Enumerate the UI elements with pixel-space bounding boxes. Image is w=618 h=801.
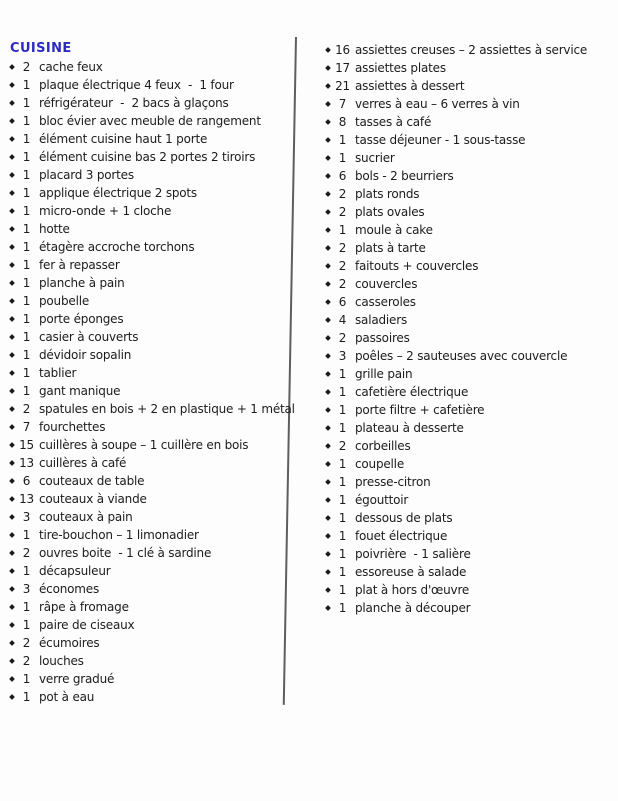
item-quantity: 1 <box>338 403 347 417</box>
inventory-list-item <box>326 239 614 257</box>
inventory-list-item <box>326 185 614 203</box>
item-label: assiettes à dessert <box>355 79 465 93</box>
item-label: plats ronds <box>355 187 420 201</box>
bullet-icon <box>9 460 15 466</box>
bullet-icon <box>325 425 331 431</box>
item-label: cuillères à soupe – 1 cuillère en bois <box>39 438 249 452</box>
item-label: plats ovales <box>355 205 425 219</box>
item-label: pot à eau <box>39 690 95 704</box>
item-label: élément cuisine bas 2 portes 2 tiroirs <box>39 150 256 164</box>
inventory-list-item <box>10 346 300 364</box>
inventory-list-item <box>10 580 300 598</box>
bullet-icon <box>9 118 15 124</box>
item-quantity: 1 <box>338 583 347 597</box>
page-title: CUISINE <box>10 41 72 56</box>
inventory-list-item <box>10 238 300 256</box>
item-label: cafetière électrique <box>355 385 469 399</box>
bullet-icon <box>325 443 331 449</box>
item-quantity: 6 <box>338 295 347 309</box>
inventory-list-item <box>326 203 614 221</box>
item-quantity: 1 <box>22 294 31 308</box>
item-quantity: 16 <box>335 43 350 57</box>
item-quantity: 1 <box>22 258 31 272</box>
item-quantity: 1 <box>22 78 31 92</box>
bullet-icon <box>325 587 331 593</box>
item-quantity: 1 <box>22 222 31 236</box>
inventory-list-item <box>326 401 614 419</box>
inventory-list-item <box>10 382 300 400</box>
item-label: planche à découper <box>355 601 471 615</box>
bullet-icon <box>9 550 15 556</box>
inventory-list-item <box>10 598 300 616</box>
item-label: plateau à desserte <box>355 421 464 435</box>
inventory-list-item <box>326 473 614 491</box>
item-label: bloc évier avec meuble de rangement <box>39 114 261 128</box>
item-label: paire de ciseaux <box>39 618 135 632</box>
item-quantity: 3 <box>22 510 31 524</box>
item-quantity: 1 <box>22 366 31 380</box>
item-quantity: 21 <box>335 79 350 93</box>
item-label: moule à cake <box>355 223 433 237</box>
item-label: coupelle <box>355 457 404 471</box>
item-quantity: 2 <box>338 241 347 255</box>
bullet-icon <box>9 280 15 286</box>
inventory-list-item <box>326 95 614 113</box>
inventory-list-item <box>326 167 614 185</box>
item-label: porte filtre + cafetière <box>355 403 485 417</box>
item-label: dévidoir sopalin <box>39 348 132 362</box>
item-label: sucrier <box>355 151 395 165</box>
item-quantity: 1 <box>22 204 31 218</box>
inventory-list-item <box>10 508 300 526</box>
item-quantity: 2 <box>22 546 31 560</box>
bullet-icon <box>325 173 331 179</box>
inventory-list-item <box>326 437 614 455</box>
item-quantity: 3 <box>338 349 347 363</box>
inventory-list-item <box>326 329 614 347</box>
item-label: grille pain <box>355 367 413 381</box>
inventory-list-item <box>10 418 300 436</box>
item-label: assiettes plates <box>355 61 446 75</box>
item-quantity: 2 <box>22 654 31 668</box>
item-label: corbeilles <box>355 439 411 453</box>
item-label: élément cuisine haut 1 porte <box>39 132 208 146</box>
bullet-icon <box>325 227 331 233</box>
bullet-icon <box>325 353 331 359</box>
bullet-icon <box>325 101 331 107</box>
item-label: couteaux à pain <box>39 510 133 524</box>
item-quantity: 1 <box>22 168 31 182</box>
item-quantity: 2 <box>338 187 347 201</box>
bullet-icon <box>325 281 331 287</box>
inventory-list-item <box>10 670 300 688</box>
item-quantity: 1 <box>22 618 31 632</box>
item-label: spatules en bois + 2 en plastique + 1 métal <box>39 402 295 416</box>
item-label: louches <box>39 654 84 668</box>
inventory-list-item <box>10 184 300 202</box>
inventory-list-item <box>326 491 614 509</box>
item-label: fer à repasser <box>39 258 120 272</box>
item-quantity: 2 <box>338 331 347 345</box>
item-label: cuillères à café <box>39 456 127 470</box>
item-quantity: 1 <box>338 601 347 615</box>
item-label: râpe à fromage <box>39 600 129 614</box>
inventory-list-item <box>10 562 300 580</box>
inventory-list-item <box>10 472 300 490</box>
inventory-list-item <box>326 599 614 617</box>
item-quantity: 1 <box>22 528 31 542</box>
inventory-list-item <box>326 221 614 239</box>
inventory-list-item <box>326 131 614 149</box>
bullet-icon <box>9 694 15 700</box>
item-quantity: 1 <box>22 330 31 344</box>
inventory-list-item <box>10 616 300 634</box>
inventory-list-item <box>10 292 300 310</box>
item-label: économes <box>39 582 99 596</box>
bullet-icon <box>9 334 15 340</box>
inventory-list-item <box>326 419 614 437</box>
bullet-icon <box>325 317 331 323</box>
item-quantity: 1 <box>338 475 347 489</box>
item-label: couteaux à viande <box>39 492 147 506</box>
item-quantity: 3 <box>22 582 31 596</box>
item-quantity: 1 <box>22 348 31 362</box>
inventory-list-item <box>326 455 614 473</box>
item-quantity: 1 <box>22 672 31 686</box>
item-label: passoires <box>355 331 410 345</box>
bullet-icon <box>9 478 15 484</box>
bullet-icon <box>325 263 331 269</box>
bullet-icon <box>325 389 331 395</box>
bullet-icon <box>325 209 331 215</box>
bullet-icon <box>325 551 331 557</box>
inventory-list-item <box>10 148 300 166</box>
bullet-icon <box>9 370 15 376</box>
inventory-list-item <box>10 328 300 346</box>
item-quantity: 6 <box>22 474 31 488</box>
item-quantity: 1 <box>338 223 347 237</box>
bullet-icon <box>9 262 15 268</box>
inventory-list-item <box>10 544 300 562</box>
bullet-icon <box>9 244 15 250</box>
item-label: presse-citron <box>355 475 431 489</box>
item-quantity: 1 <box>338 385 347 399</box>
item-label: écumoires <box>39 636 100 650</box>
item-quantity: 1 <box>338 565 347 579</box>
item-label: décapsuleur <box>39 564 111 578</box>
item-quantity: 1 <box>22 114 31 128</box>
item-quantity: 1 <box>22 186 31 200</box>
inventory-list-item <box>10 526 300 544</box>
bullet-icon <box>325 515 331 521</box>
item-quantity: 2 <box>338 277 347 291</box>
bullet-icon <box>325 479 331 485</box>
bullet-icon <box>325 335 331 341</box>
item-quantity: 15 <box>19 438 34 452</box>
inventory-list-item <box>10 436 300 454</box>
item-quantity: 1 <box>22 150 31 164</box>
item-label: fourchettes <box>39 420 106 434</box>
bullet-icon <box>9 640 15 646</box>
bullet-icon <box>325 461 331 467</box>
bullet-icon <box>9 406 15 412</box>
item-quantity: 1 <box>22 384 31 398</box>
item-label: tasses à café <box>355 115 432 129</box>
item-quantity: 1 <box>338 493 347 507</box>
item-label: casseroles <box>355 295 416 309</box>
inventory-list-item <box>10 400 300 418</box>
bullet-icon <box>9 568 15 574</box>
bullet-icon <box>9 226 15 232</box>
item-label: dessous de plats <box>355 511 453 525</box>
bullet-icon <box>325 47 331 53</box>
bullet-icon <box>9 658 15 664</box>
bullet-icon <box>9 100 15 106</box>
item-quantity: 4 <box>338 313 347 327</box>
inventory-list-item <box>326 365 614 383</box>
bullet-icon <box>325 65 331 71</box>
inventory-list-item <box>10 112 300 130</box>
bullet-icon <box>325 191 331 197</box>
item-label: applique électrique 2 spots <box>39 186 197 200</box>
bullet-icon <box>9 586 15 592</box>
inventory-list-item <box>10 310 300 328</box>
bullet-icon <box>9 64 15 70</box>
bullet-icon <box>9 154 15 160</box>
bullet-icon <box>325 137 331 143</box>
bullet-icon <box>9 676 15 682</box>
item-label: ouvres boite - 1 clé à sardine <box>39 546 212 560</box>
bullet-icon <box>325 245 331 251</box>
bullet-icon <box>9 136 15 142</box>
item-quantity: 1 <box>22 240 31 254</box>
bullet-icon <box>9 532 15 538</box>
item-quantity: 13 <box>19 456 34 470</box>
inventory-list-item <box>10 364 300 382</box>
bullet-icon <box>9 604 15 610</box>
item-quantity: 1 <box>338 133 347 147</box>
item-label: assiettes creuses – 2 assiettes à service <box>355 43 588 57</box>
item-quantity: 1 <box>338 547 347 561</box>
inventory-list-item <box>10 256 300 274</box>
inventory-list-item <box>10 634 300 652</box>
inventory-list-item <box>326 311 614 329</box>
bullet-icon <box>325 407 331 413</box>
bullet-icon <box>9 352 15 358</box>
bullet-icon <box>9 190 15 196</box>
bullet-icon <box>9 208 15 214</box>
item-quantity: 8 <box>338 115 347 129</box>
bullet-icon <box>9 388 15 394</box>
item-quantity: 2 <box>338 439 347 453</box>
item-quantity: 2 <box>22 636 31 650</box>
inventory-list-item <box>10 274 300 292</box>
inventory-list-item <box>326 545 614 563</box>
item-quantity: 6 <box>338 169 347 183</box>
inventory-list-item <box>10 130 300 148</box>
inventory-list-item <box>10 490 300 508</box>
item-label: couteaux de table <box>39 474 145 488</box>
item-quantity: 17 <box>335 61 350 75</box>
item-quantity: 2 <box>22 60 31 74</box>
item-label: verre gradué <box>39 672 115 686</box>
item-label: essoreuse à salade <box>355 565 467 579</box>
bullet-icon <box>325 569 331 575</box>
inventory-list-item <box>326 113 614 131</box>
item-quantity: 2 <box>338 205 347 219</box>
bullet-icon <box>9 316 15 322</box>
inventory-list-item <box>326 41 614 59</box>
inventory-list-item <box>10 454 300 472</box>
inventory-list-item <box>326 59 614 77</box>
inventory-list-item <box>326 527 614 545</box>
inventory-list-item <box>326 293 614 311</box>
item-quantity: 1 <box>338 367 347 381</box>
item-quantity: 1 <box>338 511 347 525</box>
item-label: faitouts + couvercles <box>355 259 479 273</box>
inventory-list-item <box>10 94 300 112</box>
item-quantity: 1 <box>338 421 347 435</box>
inventory-list-item <box>326 509 614 527</box>
item-label: saladiers <box>355 313 408 327</box>
item-label: étagère accroche torchons <box>39 240 195 254</box>
inventory-list-item <box>10 652 300 670</box>
item-label: plats à tarte <box>355 241 426 255</box>
item-quantity: 1 <box>22 96 31 110</box>
inventory-list-item <box>326 347 614 365</box>
bullet-icon <box>9 622 15 628</box>
bullet-icon <box>325 605 331 611</box>
bullet-icon <box>9 442 15 448</box>
item-quantity: 1 <box>22 276 31 290</box>
inventory-list-item <box>10 202 300 220</box>
item-label: plat à hors d'œuvre <box>355 583 470 597</box>
item-label: tasse déjeuner - 1 sous-tasse <box>355 133 526 147</box>
item-quantity: 2 <box>338 259 347 273</box>
inventory-list-item <box>326 275 614 293</box>
item-quantity: 1 <box>22 312 31 326</box>
item-label: cache feux <box>39 60 103 74</box>
item-quantity: 1 <box>22 564 31 578</box>
item-quantity: 13 <box>19 492 34 506</box>
item-label: poubelle <box>39 294 90 308</box>
inventory-list-item <box>326 77 614 95</box>
bullet-icon <box>325 299 331 305</box>
inventory-list-item <box>10 220 300 238</box>
item-label: tablier <box>39 366 77 380</box>
inventory-list-item <box>326 149 614 167</box>
inventory-list-item <box>326 581 614 599</box>
item-quantity: 7 <box>338 97 347 111</box>
item-label: plaque électrique 4 feux - 1 four <box>39 78 234 92</box>
item-quantity: 1 <box>338 457 347 471</box>
item-label: micro-onde + 1 cloche <box>39 204 172 218</box>
item-label: porte éponges <box>39 312 124 326</box>
item-label: égouttoir <box>355 493 409 507</box>
item-label: hotte <box>39 222 70 236</box>
item-quantity: 1 <box>22 690 31 704</box>
item-label: placard 3 portes <box>39 168 134 182</box>
inventory-list-item <box>10 58 300 76</box>
item-label: couvercles <box>355 277 418 291</box>
bullet-icon <box>325 533 331 539</box>
bullet-icon <box>325 119 331 125</box>
inventory-list-item <box>326 563 614 581</box>
item-label: bols - 2 beurriers <box>355 169 454 183</box>
bullet-icon <box>9 496 15 502</box>
item-label: verres à eau – 6 verres à vin <box>355 97 520 111</box>
inventory-list-item <box>10 76 300 94</box>
bullet-icon <box>325 371 331 377</box>
item-label: poivrière - 1 salière <box>355 547 471 561</box>
bullet-icon <box>9 172 15 178</box>
item-label: tire-bouchon – 1 limonadier <box>39 528 199 542</box>
item-label: réfrigérateur - 2 bacs à glaçons <box>39 96 229 110</box>
item-label: casier à couverts <box>39 330 139 344</box>
inventory-list-item <box>10 688 300 706</box>
item-label: planche à pain <box>39 276 125 290</box>
bullet-icon <box>9 424 15 430</box>
item-quantity: 7 <box>22 420 31 434</box>
bullet-icon <box>325 83 331 89</box>
bullet-icon <box>325 155 331 161</box>
bullet-icon <box>9 82 15 88</box>
item-quantity: 1 <box>338 529 347 543</box>
bullet-icon <box>9 514 15 520</box>
inventory-list-item <box>326 383 614 401</box>
right-column-inventory-list <box>326 41 614 617</box>
item-quantity: 1 <box>338 151 347 165</box>
bullet-icon <box>9 298 15 304</box>
item-label: gant manique <box>39 384 121 398</box>
bullet-icon <box>325 497 331 503</box>
left-column-inventory-list <box>10 41 300 706</box>
item-quantity: 1 <box>22 600 31 614</box>
item-quantity: 1 <box>22 132 31 146</box>
item-label: poêles – 2 sauteuses avec couvercle <box>355 349 568 363</box>
item-quantity: 2 <box>22 402 31 416</box>
item-label: fouet électrique <box>355 529 448 543</box>
inventory-list-item <box>326 257 614 275</box>
inventory-list-item <box>10 166 300 184</box>
